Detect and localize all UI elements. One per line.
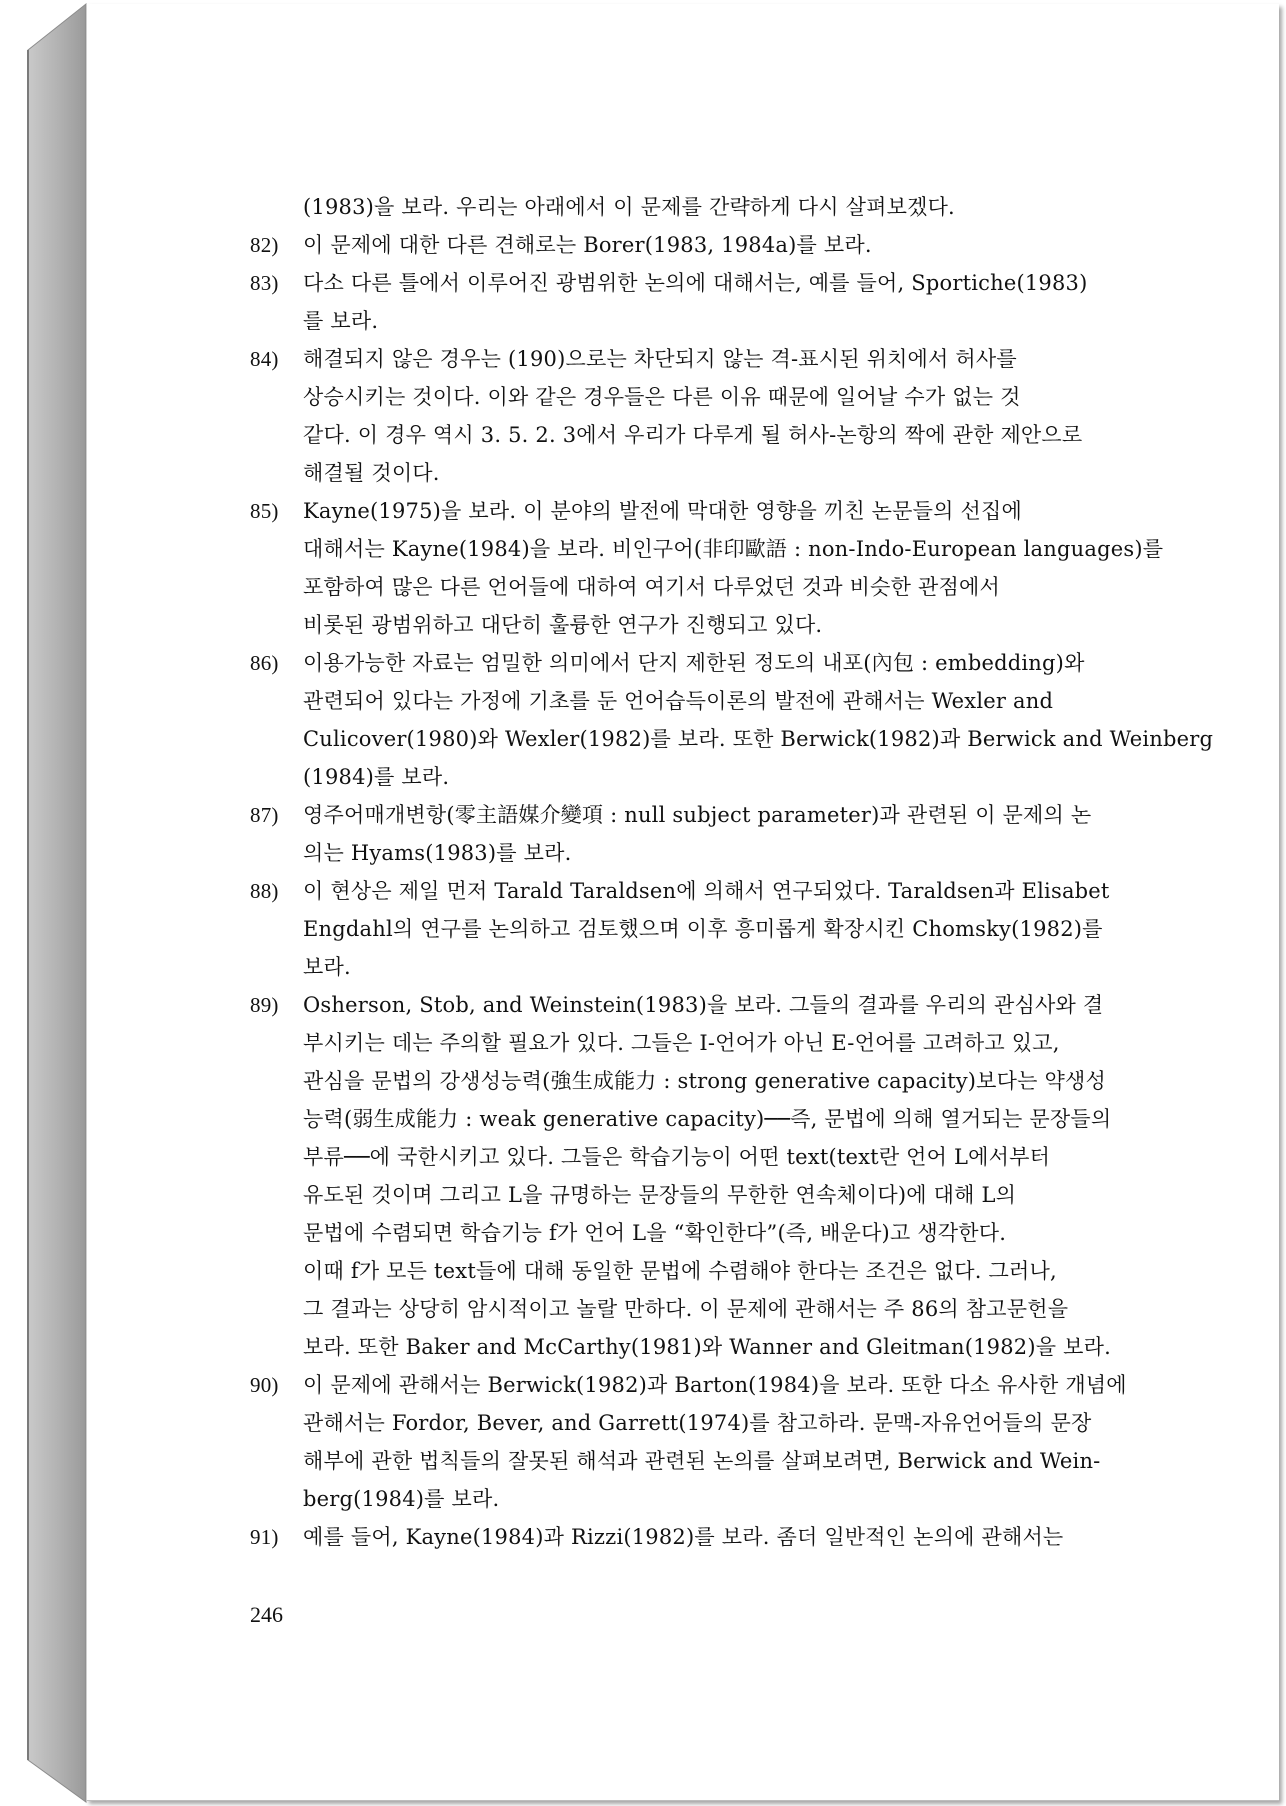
endnote-continuation-line: 비롯된 광범위하고 대단히 훌륭한 연구가 진행되고 있다. xyxy=(303,613,823,637)
endnote-continuation-line: 대해서는 Kayne(1984)을 보라. 비인구어(非印歐語 : non-Indo-European languages)를 xyxy=(303,537,1164,561)
endnote-text: Osherson, Stob, and Weinstein(1983)을 보라. 그들의 결과를 우리의 관심사와 결 xyxy=(303,993,1104,1017)
endnote xyxy=(250,340,1120,492)
endnote-number: 82) xyxy=(250,233,279,257)
endnote-number: 91) xyxy=(250,1525,279,1549)
endnote-continuation-line: 부시키는 데는 주의할 필요가 있다. 그들은 I-언어가 아닌 E-언어를 고려하고 있고, xyxy=(303,1031,1060,1055)
endnote xyxy=(250,264,1120,340)
endnote-first-line xyxy=(250,340,1120,378)
endnote-continuation-line: 해결될 것이다. xyxy=(303,461,440,485)
endnote-continuation-line: 보라. xyxy=(303,955,351,979)
endnote-continuation-line: berg(1984)를 보라. xyxy=(303,1487,500,1511)
endnote-number: 83) xyxy=(250,271,279,295)
endnote-first-line xyxy=(250,986,1120,1024)
endnote-continuation-line: 같다. 이 경우 역시 3. 5. 2. 3에서 우리가 다루게 될 허사-논항의 짝에 관한 제안으로 xyxy=(303,423,1083,447)
endnote-text: 이용가능한 자료는 엄밀한 의미에서 단지 제한된 정도의 내포(內包 : embedding)와 xyxy=(303,651,1085,675)
page-number: 246 xyxy=(250,1602,283,1627)
continuation-line: (1983)을 보라. 우리는 아래에서 이 문제를 간략하게 다시 살펴보겠다. xyxy=(303,195,955,219)
endnote-text: 이 현상은 제일 먼저 Tarald Taraldsen에 의해서 연구되었다. Taraldsen과 Elisabet xyxy=(303,879,1110,903)
endnote-continuation-line: 이때 f가 모든 text들에 대해 동일한 문법에 수렴해야 한다는 조건은 없다. 그러나, xyxy=(303,1259,1057,1283)
endnote-text: 예를 들어, Kayne(1984)과 Rizzi(1982)를 보라. 좀더 일반적인 논의에 관해서는 xyxy=(303,1525,1064,1549)
endnote-continuation-line: 부류──에 국한시키고 있다. 그들은 학습기능이 어떤 text(text란 언어 L에서부터 xyxy=(303,1145,1051,1169)
endnote-text: 이 문제에 관해서는 Berwick(1982)과 Barton(1984)을 보라. 또한 다소 유사한 개념에 xyxy=(303,1373,1127,1397)
endnote-continuation-line: 의는 Hyams(1983)를 보라. xyxy=(303,841,572,865)
endnote-continuation-line: 유도된 것이며 그리고 L을 규명하는 문장들의 무한한 연속체이다)에 대해 L의 xyxy=(303,1183,1017,1207)
endnote-continuation-line: 해부에 관한 법칙들의 잘못된 해석과 관련된 논의를 살펴보려면, Berwick and Wein- xyxy=(303,1449,1101,1473)
endnote-first-line xyxy=(250,1366,1127,1404)
endnotes-text xyxy=(250,188,1214,1556)
endnote-number: 85) xyxy=(250,499,279,523)
endnote-first-line xyxy=(250,872,1120,910)
endnote-continuation-line: 보라. 또한 Baker and McCarthy(1981)와 Wanner and Gleitman(1982)을 보라. xyxy=(303,1335,1111,1359)
endnote-continuation-line: (1984)를 보라. xyxy=(303,765,450,789)
endnote-continuation-line: 상승시키는 것이다. 이와 같은 경우들은 다른 이유 때문에 일어날 수가 없는 것 xyxy=(303,385,1021,409)
endnote-continuation-line: Engdahl의 연구를 논의하고 검토했으며 이후 흥미롭게 확장시킨 Chomsky(1982)를 xyxy=(303,917,1103,941)
endnote-continuation-line: 능력(弱生成能力 : weak generative capacity)──즉, 문법에 의해 열거되는 문장들의 xyxy=(303,1107,1112,1131)
endnote-number: 90) xyxy=(250,1373,279,1397)
endnote-text: 해결되지 않은 경우는 (190)으로는 차단되지 않는 격-표시된 위치에서 허사를 xyxy=(303,347,1017,371)
endnote-text: Kayne(1975)을 보라. 이 분야의 발전에 막대한 영향을 끼친 논문들의 선집에 xyxy=(303,499,1022,523)
endnote-number: 87) xyxy=(250,803,279,827)
endnote-continuation-line: 그 결과는 상당히 암시적이고 놀랄 만하다. 이 문제에 관해서는 주 86의 참고문헌을 xyxy=(303,1297,1069,1321)
endnote-continuation-line: 포함하여 많은 다른 언어들에 대하여 여기서 다루었던 것과 비슷한 관점에서 xyxy=(303,575,1000,599)
endnote-first-line xyxy=(250,226,1120,264)
endnote-first-line xyxy=(250,644,1120,682)
endnote xyxy=(250,796,1120,872)
endnote-first-line xyxy=(250,796,1120,834)
endnote xyxy=(250,1366,1127,1518)
endnote-text: 이 문제에 대한 다른 견해로는 Borer(1983, 1984a)를 보라. xyxy=(303,233,872,257)
endnote-continuation-line: 관심을 문법의 강생성능력(強生成能力 : strong generative capacity)보다는 약생성 xyxy=(303,1069,1106,1093)
endnote xyxy=(250,986,1120,1366)
endnote-number: 88) xyxy=(250,879,279,903)
endnote-text: 영주어매개변항(零主語媒介變項 : null subject parameter)과 관련된 이 문제의 논 xyxy=(303,803,1092,827)
endnote-continuation-line: 관해서는 Fordor, Bever, and Garrett(1974)를 참고하라. 문맥-자유언어들의 문장 xyxy=(303,1411,1092,1435)
endnote-continuation-line: 관련되어 있다는 가정에 기초를 둔 언어습득이론의 발전에 관해서는 Wexler and xyxy=(303,689,1054,713)
endnote-number: 84) xyxy=(250,347,279,371)
endnote-continuation-line: 문법에 수렴되면 학습기능 f가 언어 L을 “확인한다”(즉, 배운다)고 생각한다. xyxy=(303,1221,1007,1245)
endnote xyxy=(250,492,1164,644)
endnote-text: 다소 다른 틀에서 이루어진 광범위한 논의에 대해서는, 예를 들어, Sportiche(1983) xyxy=(303,271,1088,295)
endnote-first-line xyxy=(250,1518,1120,1556)
endnote xyxy=(250,1518,1120,1556)
endnote-first-line xyxy=(250,264,1120,302)
endnote-continuation-line: 를 보라. xyxy=(303,309,379,333)
endnote-first-line xyxy=(250,492,1120,530)
endnote xyxy=(250,644,1214,796)
endnote-number: 89) xyxy=(250,993,279,1017)
endnote-continuation-line: Culicover(1980)와 Wexler(1982)를 보라. 또한 Berwick(1982)과 Berwick and Weinberg xyxy=(303,727,1214,751)
endnote xyxy=(250,226,1120,264)
endnote xyxy=(250,872,1120,986)
endnote-number: 86) xyxy=(250,651,279,675)
